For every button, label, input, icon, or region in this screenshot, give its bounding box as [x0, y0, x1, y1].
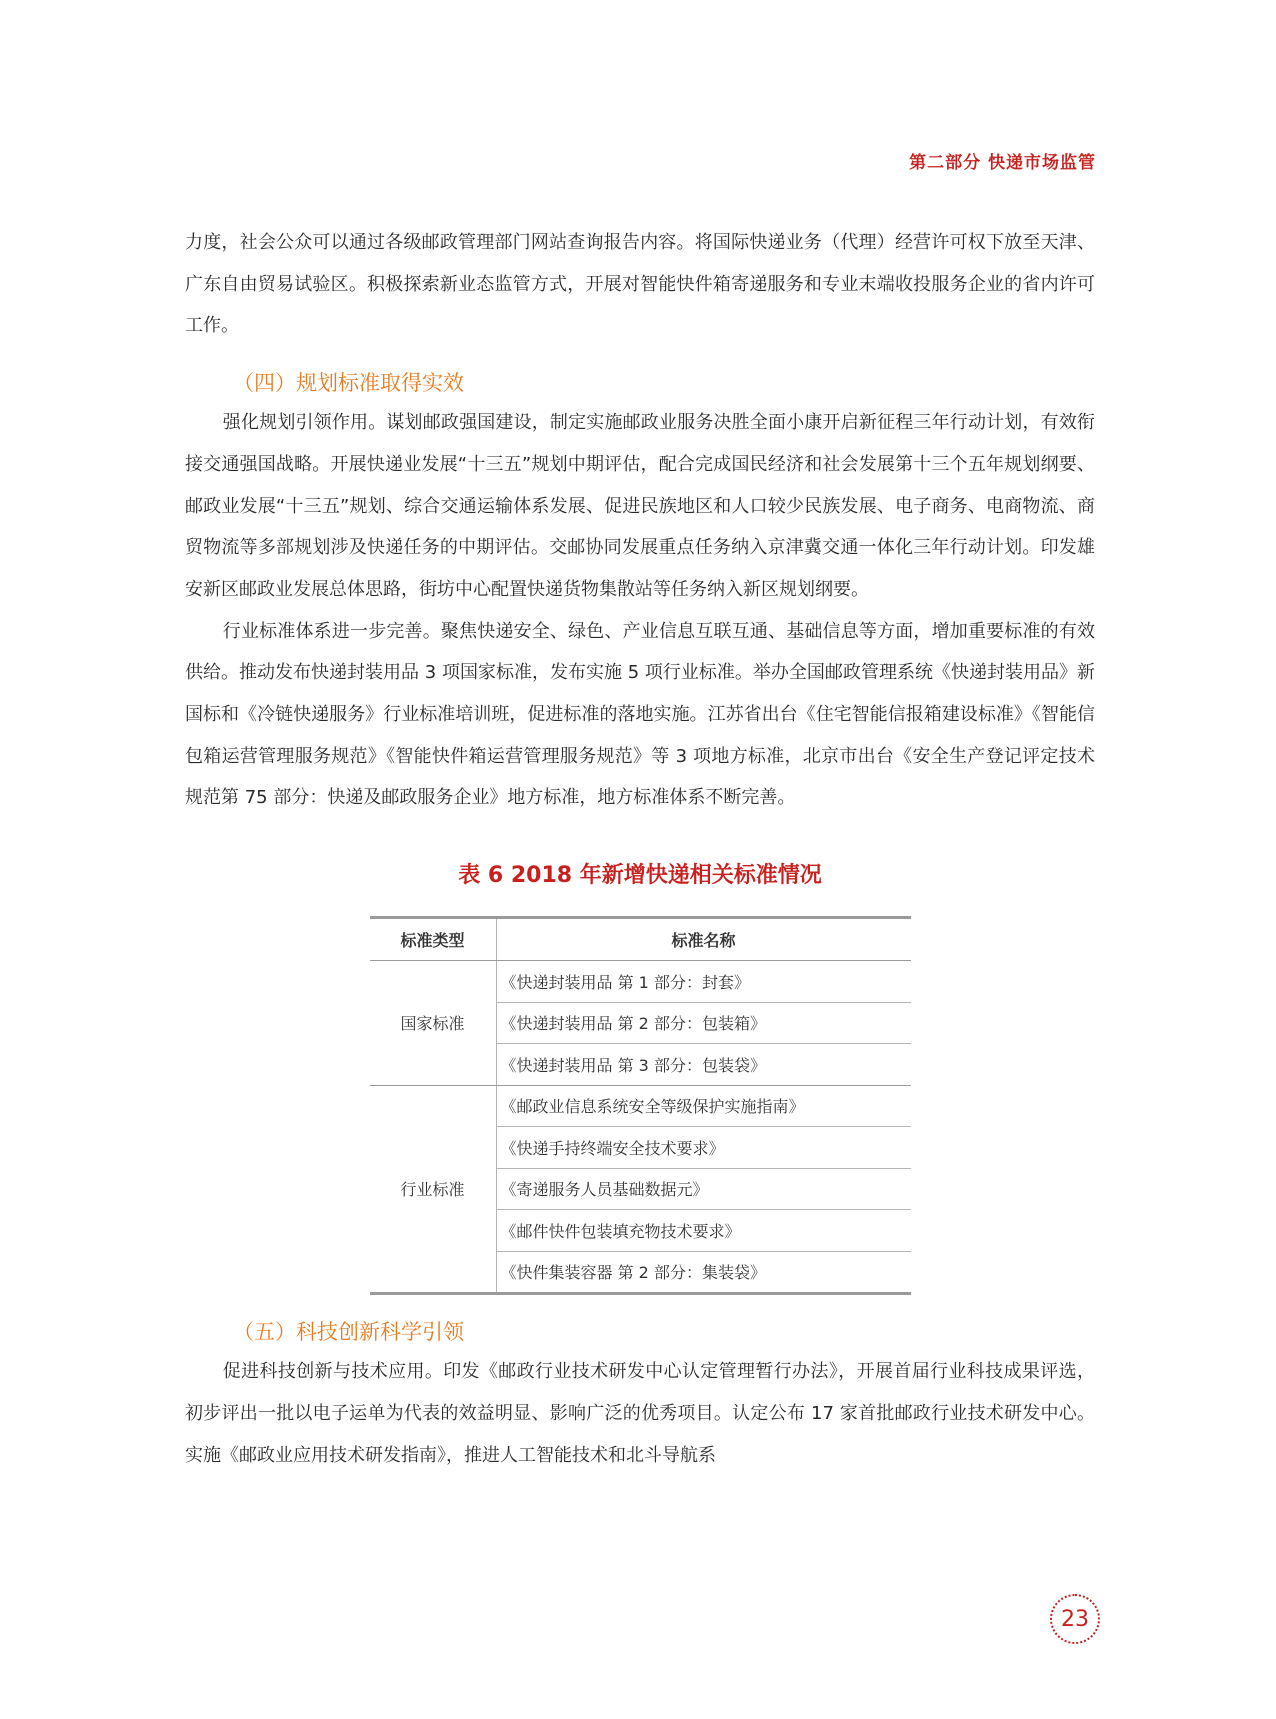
table-cell-name: 《快递手持终端安全技术要求》 [496, 1127, 911, 1169]
paragraph-continuation: 力度，社会公众可以通过各级邮政管理部门网站查询报告内容。将国际快递业务（代理）经营许可权下放至天津、广东自由贸易试验区。积极探索新业态监管方式，开展对智能快件箱寄递服务和专业末端收投服务企业的省内许可工作。 [185, 232, 1095, 337]
table-header-name: 标准名称 [496, 918, 911, 961]
paragraph-standards: 行业标准体系进一步完善。聚焦快递安全、绿色、产业信息互联互通、基础信息等方面，增加重要标准的有效供给。推动发布快递封装用品 3 项国家标准，发布实施 5 项行业标准。举办全国邮政管理系统《快递封装用品》新国标和《冷链快递服务》行业标准培训班，促进标准的落地实施。江苏省出台《住宅智能信报箱建设标准》《智能信包箱运营管理服务规范》《智能快件箱运营管理服务规范》等 3 项地方标准，北京市出台《安全生产登记评定技术规范第 75 部分：快递及邮政服务企业》地方标准，地方标准体系不断完善。 [185, 620, 1095, 809]
standards-table [370, 916, 911, 1295]
table-cell-type: 行业标准 [370, 1085, 497, 1294]
table-row [370, 1085, 911, 1127]
paragraph-planning: 强化规划引领作用。谋划邮政强国建设，制定实施邮政业服务决胜全面小康开启新征程三年行动计划，有效衔接交通强国战略。开展快递业发展“十三五”规划中期评估，配合完成国民经济和社会发展第十三个五年规划纲要、邮政业发展“十三五”规划、综合交通运输体系发展、促进民族地区和人口较少民族发展、电子商务、电商物流、商贸物流等多部规划涉及快递任务的中期评估。交邮协同发展重点任务纳入京津冀交通一体化三年行动计划。印发雄安新区邮政业发展总体思路，街坊中心配置快递货物集散站等任务纳入新区规划纲要。 [185, 412, 1095, 600]
table-row [370, 961, 911, 1003]
table-cell-name: 《邮政业信息系统安全等级保护实施指南》 [496, 1085, 911, 1127]
table-header-type: 标准类型 [370, 918, 497, 961]
section-heading-5: （五）科技创新科学引领 [233, 1320, 464, 1345]
table-cell-name: 《快件集装容器 第 2 部分：集装袋》 [496, 1251, 911, 1294]
table-header-row [370, 918, 911, 961]
running-header: 第二部分 快递市场监管 [909, 153, 1096, 173]
section-heading-4: （四）规划标准取得实效 [233, 371, 464, 396]
page-number: 23 [1061, 1606, 1089, 1632]
table-cell-name: 《快递封装用品 第 3 部分：包装袋》 [496, 1044, 911, 1086]
table-cell-name: 《寄递服务人员基础数据元》 [496, 1168, 911, 1210]
paragraph-technology: 促进科技创新与技术应用。印发《邮政行业技术研发中心认定管理暂行办法》，开展首届行业科技成果评选，初步评出一批以电子运单为代表的效益明显、影响广泛的优秀项目。认定公布 17 家首批邮政行业技术研发中心。实施《邮政业应用技术研发指南》，推进人工智能技术和北斗导航系 [185, 1361, 1095, 1466]
table-title: 表 6 2018 年新增快递相关标准情况 [458, 863, 822, 889]
page-content [185, 222, 1095, 1476]
table-cell-type: 国家标准 [370, 961, 497, 1086]
table-cell-name: 《快递封装用品 第 1 部分：封套》 [496, 961, 911, 1003]
table-cell-name: 《快递封装用品 第 2 部分：包装箱》 [496, 1002, 911, 1044]
table-cell-name: 《邮件快件包装填充物技术要求》 [496, 1210, 911, 1252]
page-number-badge [1050, 1594, 1100, 1644]
